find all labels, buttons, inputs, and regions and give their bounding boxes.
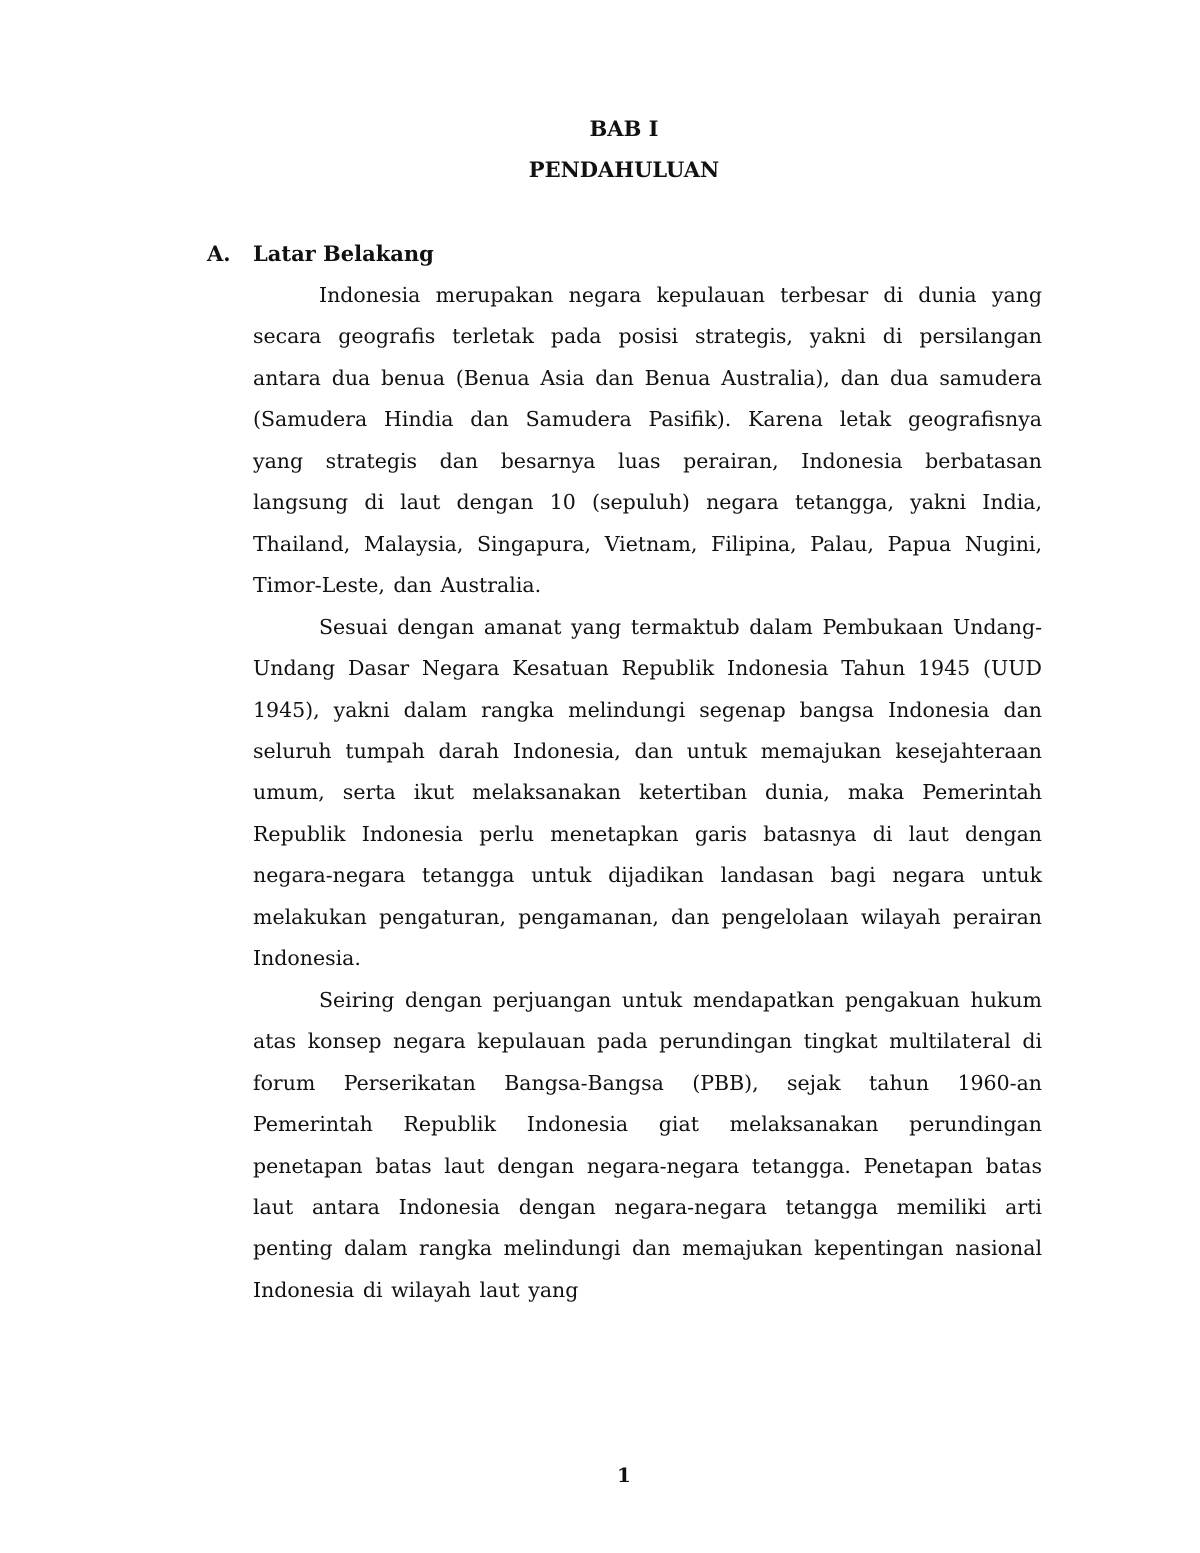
body-text <box>253 275 1042 1311</box>
paragraph: Indonesia merupakan negara kepulauan terbesar di dunia yang secara geografis terletak pada posisi strategis, yakni di persilangan antara dua benua (Benua Asia dan Benua Australia), dan dua samudera (Samudera Hindia dan Samudera Pasifik). Karena letak geografisnya yang strategis dan besarnya luas perairan, Indonesia berbatasan langsung di laut dengan 10 (sepuluh) negara tetangga, yakni India, Thailand, Malaysia, Singapura, Vietnam, Filipina, Palau, Papua Nugini, Timor-Leste, dan Australia. <box>253 283 1042 598</box>
page-number: 1 <box>617 1463 631 1487</box>
section-letter: A. <box>207 241 231 266</box>
section-heading <box>207 239 434 269</box>
paragraph: Sesuai dengan amanat yang termaktub dalam Pembukaan Undang-Undang Dasar Negara Kesatuan Republik Indonesia Tahun 1945 (UUD 1945), yakni dalam rangka melindungi segenap bangsa Indonesia dan seluruh tumpah darah Indonesia, dan untuk memajukan kesejahteraan umum, serta ikut melaksanakan ketertiban dunia, maka Pemerintah Republik Indonesia perlu menetapkan garis batasnya di laut dengan negara-negara tetangga untuk dijadikan landasan bagi negara untuk melakukan pengaturan, pengamanan, dan pengelolaan wilayah perairan Indonesia. <box>253 614 1042 971</box>
chapter-title: PENDAHULUAN <box>528 157 720 182</box>
section-title: Latar Belakang <box>253 241 434 266</box>
paragraph: Seiring dengan perjuangan untuk mendapatkan pengakuan hukum atas konsep negara kepulauan pada perundingan tingkat multilateral di forum Perserikatan Bangsa-Bangsa (PBB), sejak tahun 1960-an Pemerintah Republik Indonesia giat melaksanakan perundingan penetapan batas laut dengan negara-negara tetangga. Penetapan batas laut antara Indonesia dengan negara-negara tetangga memiliki arti penting dalam rangka melindungi dan memajukan kepentingan nasional Indonesia di wilayah laut yang <box>253 987 1042 1302</box>
chapter-number: BAB I <box>589 116 659 141</box>
